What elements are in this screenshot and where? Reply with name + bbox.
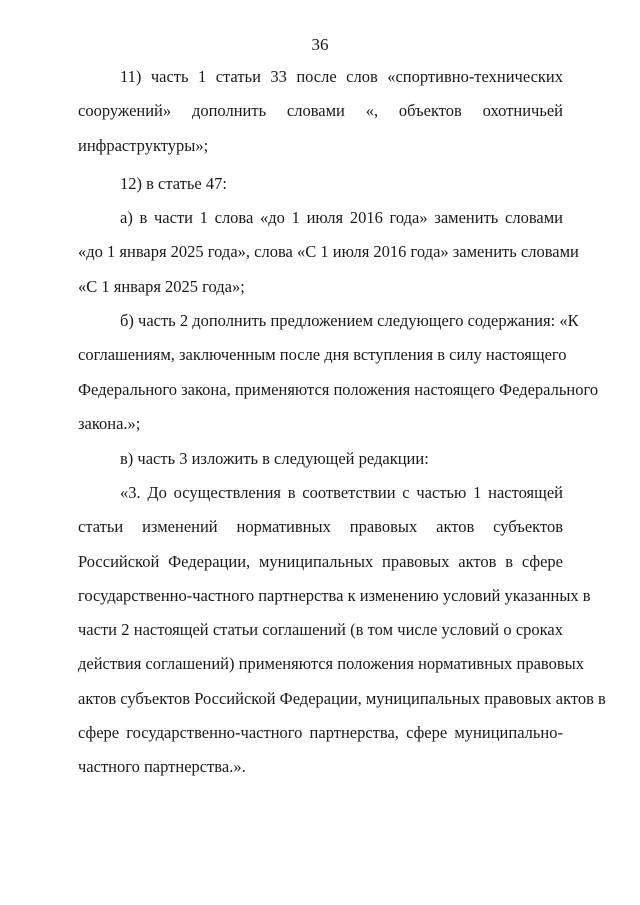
paragraph-subitem-a — [78, 201, 579, 304]
paragraph-quoted-part-3 — [78, 476, 606, 785]
paragraph-subitem-b — [78, 304, 599, 441]
text-line: б) часть 2 дополнить предложением следующего содержания: «К — [120, 311, 579, 330]
text-line: «С 1 января 2025 года»; — [78, 276, 245, 296]
text-line: Федерального закона, применяются положения настоящего Федерального — [78, 379, 599, 399]
text-line: части 2 настоящей статьи соглашений (в том числе условий о сроках — [78, 620, 563, 640]
text-line: «3. До осуществления в соответствии с частью 1 настоящей — [120, 483, 563, 502]
text-line: а) в части 1 слова «до 1 июля 2016 года» заменить словами — [120, 208, 563, 227]
text-line: 11) часть 1 статьи 33 после слов «спортивно-технических — [120, 67, 563, 86]
page-number: 36 — [311, 35, 329, 54]
text-line: в) часть 3 изложить в следующей редакции: — [120, 449, 429, 468]
text-line: соглашениям, заключенным после дня вступления в силу настоящего — [78, 345, 567, 365]
text-line: инфраструктуры»; — [78, 135, 209, 155]
text-line: Российской Федерации, муниципальных правовых актов в сфере — [78, 551, 563, 571]
text-line: актов субъектов Российской Федерации, муниципальных правовых актов в — [78, 688, 606, 708]
text-line: сооружений» дополнить словами «, объектов охотничьей — [78, 101, 563, 121]
text-line: государственно-частного партнерства к изменению условий указанных в — [78, 585, 591, 605]
text-line: закона.»; — [78, 413, 141, 433]
text-line: действия соглашений) применяются положения нормативных правовых — [78, 654, 584, 674]
text-line: «до 1 января 2025 года», слова «С 1 июля 2016 года» заменить словами — [78, 242, 579, 262]
paragraph-item-11 — [78, 60, 563, 163]
text-line: статьи изменений нормативных правовых актов субъектов — [78, 517, 563, 537]
paragraph-subitem-v — [78, 442, 563, 476]
text-line: частного партнерства.». — [78, 757, 246, 777]
text-line: сфере государственно-частного партнерства, сфере муниципально- — [78, 723, 563, 743]
text-line: 12) в статье 47: — [120, 174, 227, 193]
paragraph-item-12 — [78, 167, 563, 201]
